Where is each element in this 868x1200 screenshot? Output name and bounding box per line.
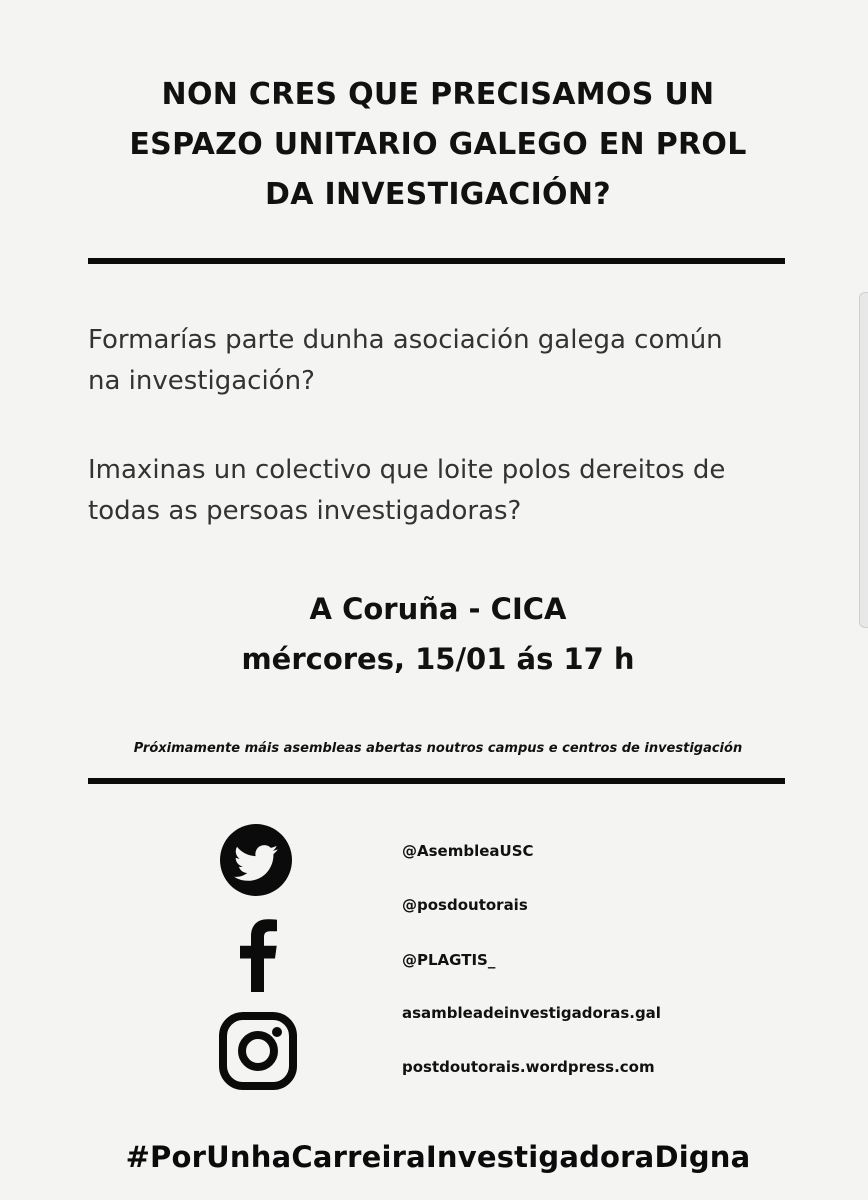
event-place: A Coruña - CICA bbox=[309, 592, 567, 626]
contact-plagtis: @PLAGTIS_ bbox=[402, 951, 496, 969]
twitter-icon bbox=[220, 824, 292, 896]
question-collective bbox=[88, 450, 788, 532]
question-association-line-2: na investigación? bbox=[88, 366, 315, 396]
headline-line-3: DA INVESTIGACIÓN? bbox=[265, 177, 611, 212]
contact-website-asamblea: asambleadeinvestigadoras.gal bbox=[402, 1004, 661, 1022]
top-divider bbox=[88, 258, 785, 264]
headline-line-2: ESPAZO UNITARIO GALEGO EN PROL bbox=[129, 127, 747, 162]
contact-posdoutorais: @posdoutorais bbox=[402, 896, 528, 914]
question-collective-line-1: Imaxinas un colectivo que loite polos dereitos de bbox=[88, 455, 726, 485]
instagram-icon bbox=[219, 1012, 297, 1090]
facebook-icon bbox=[238, 918, 278, 992]
upcoming-assemblies-notice: Próximamente máis asembleas abertas noutros campus e centros de investigación bbox=[133, 741, 743, 756]
headline bbox=[60, 70, 816, 220]
question-collective-line-2: todas as persoas investigadoras? bbox=[88, 496, 522, 526]
bottom-divider bbox=[88, 778, 785, 784]
contact-twitter-asembleausc: @AsembleaUSC bbox=[402, 842, 534, 860]
event-datetime: mércores, 15/01 ás 17 h bbox=[241, 642, 635, 676]
campaign-hashtag: #PorUnhaCarreiraInvestigadoraDigna bbox=[125, 1140, 751, 1174]
scrollbar-thumb[interactable] bbox=[859, 292, 868, 628]
contact-website-postdoutorais: postdoutorais.wordpress.com bbox=[402, 1058, 655, 1076]
headline-line-1: NON CRES QUE PRECISAMOS UN bbox=[161, 77, 715, 112]
question-association bbox=[88, 320, 788, 402]
question-association-line-1: Formarías parte dunha asociación galega común bbox=[88, 325, 723, 355]
